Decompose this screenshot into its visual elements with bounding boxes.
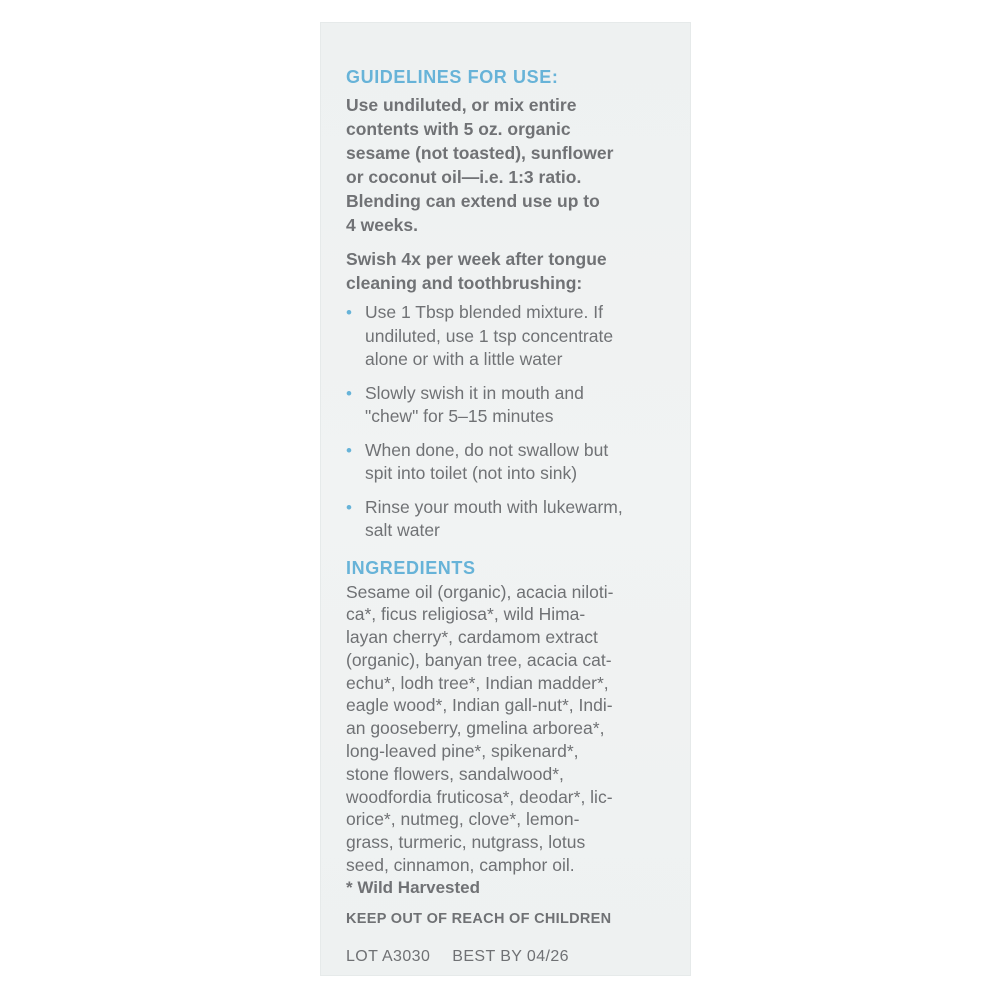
ingredients-line: seed, cinnamon, camphor oil. xyxy=(346,855,575,876)
step-line: undiluted, use 1 tsp concentrate xyxy=(365,325,614,346)
ingredients-line: echu*, lodh tree*, Indian madder*, xyxy=(346,672,609,693)
child-warning: KEEP OUT OF REACH OF CHILDREN xyxy=(346,910,612,927)
list-item xyxy=(346,496,676,543)
intro-line: Blending can extend use up to xyxy=(346,191,600,211)
label-content xyxy=(346,66,676,967)
best-by-date: BEST BY 04/26 xyxy=(452,947,569,965)
bullet-icon: • xyxy=(346,440,352,460)
step-line: salt water xyxy=(365,520,440,540)
ingredients-line: ca*, ficus religiosa*, wild Hima- xyxy=(346,604,586,625)
intro-line: or coconut oil—i.e. 1:3 ratio. xyxy=(346,167,582,187)
ingredients-line: eagle wood*, Indian gall-nut*, Indi- xyxy=(346,695,613,716)
bullet-icon: • xyxy=(346,303,352,322)
ingredients-list xyxy=(346,581,676,877)
intro-line: contents with 5 oz. organic xyxy=(346,119,571,139)
ingredients-line: (organic), banyan tree, acacia cat- xyxy=(346,649,612,670)
steps-list xyxy=(346,301,676,543)
step-line: alone or with a little water xyxy=(365,349,563,369)
guidelines-heading: GUIDELINES FOR USE: xyxy=(346,67,559,87)
ingredients-line: long-leaved pine*, spikenard*, xyxy=(346,741,579,762)
lot-info xyxy=(346,947,676,967)
step-line: spit into toilet (not into sink) xyxy=(365,463,578,483)
step-line: "chew" for 5–15 minutes xyxy=(365,406,554,426)
list-item xyxy=(346,382,676,429)
step-line: When done, do not swallow but xyxy=(365,439,609,460)
ingredients-heading: INGREDIENTS xyxy=(346,557,476,578)
ingredients-line: grass, turmeric, nutgrass, lotus xyxy=(346,832,586,853)
ingredients-line: layan cherry*, cardamom extract xyxy=(346,627,598,648)
swish-instructions xyxy=(346,247,676,295)
guidelines-intro xyxy=(346,93,676,237)
ingredients-line: orice*, nutmeg, clove*, lemon- xyxy=(346,809,580,830)
ingredients-line: Sesame oil (organic), acacia niloti- xyxy=(346,581,614,602)
bullet-icon: • xyxy=(346,383,352,403)
step-line: Rinse your mouth with lukewarm, xyxy=(365,496,623,517)
step-line: Slowly swish it in mouth and xyxy=(365,382,584,403)
list-item xyxy=(346,301,676,372)
intro-line: Use undiluted, or mix entire xyxy=(346,95,577,115)
bullet-icon: • xyxy=(346,497,352,517)
intro-line: sesame (not toasted), sunflower xyxy=(346,143,614,163)
lot-number: LOT A3030 xyxy=(346,947,431,965)
wild-harvested-footnote: * Wild Harvested xyxy=(346,877,480,897)
list-item xyxy=(346,439,676,486)
step-line: Use 1 Tbsp blended mixture. If xyxy=(365,302,603,322)
ingredients-line: woodfordia fruticosa*, deodar*, lic- xyxy=(346,786,613,807)
ingredients-line: an gooseberry, gmelina arborea*, xyxy=(346,718,605,739)
swish-line: Swish 4x per week after tongue xyxy=(346,249,607,269)
swish-line: cleaning and toothbrushing: xyxy=(346,273,583,293)
intro-line: 4 weeks. xyxy=(346,215,418,235)
ingredients-line: stone flowers, sandalwood*, xyxy=(346,763,564,784)
